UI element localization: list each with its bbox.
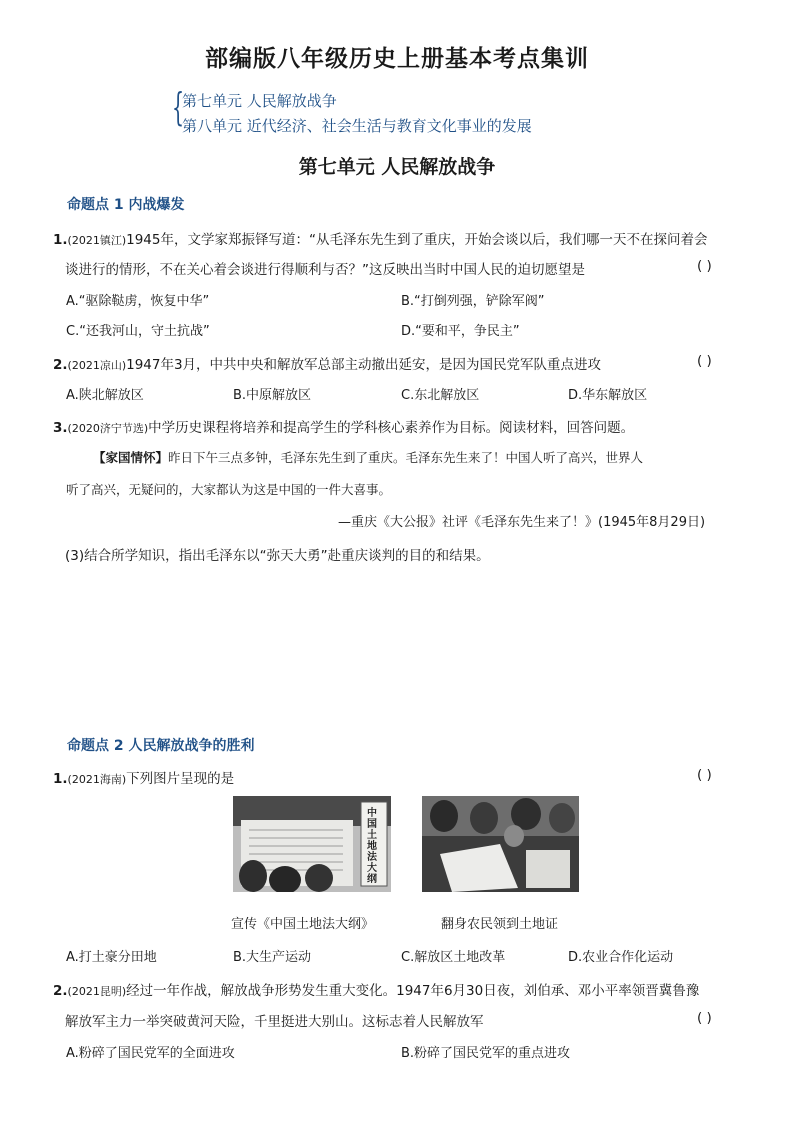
question-number: 2. (53, 983, 68, 999)
question-1 (53, 228, 707, 248)
question-source: (2021凉山) (67, 359, 127, 372)
question-text: 下列图片呈现的是 (126, 771, 235, 787)
caption-2: 翻身农民领到土地证 (441, 917, 559, 932)
option-b[interactable]: B.中原解放区 (233, 388, 312, 403)
question-number: 2. (53, 357, 68, 373)
question-text: 中学历史课程将培养和提高学生的学科核心素养作为目标。阅读材料，回答问题。 (148, 420, 635, 436)
answer-blank[interactable]: ( ) (697, 767, 712, 783)
question-source: (2021镇江) (67, 234, 127, 247)
photo-land-certificates (422, 796, 579, 892)
material-text (93, 448, 643, 466)
page-title: 部编版八年级历史上册基本考点集训 (205, 46, 589, 72)
option-a[interactable]: A.陕北解放区 (66, 388, 144, 403)
option-d[interactable]: D.华东解放区 (568, 388, 648, 403)
question-number: 3. (53, 420, 68, 436)
section-heading-1: 命题点 1 内战爆发 (67, 197, 185, 213)
question-text: 经过一年作战，解放战争形势发生重大变化。1947年6月30日夜，刘伯承、邓小平率领晋冀鲁豫 (126, 983, 700, 999)
sub-question-3: (3)结合所学知识，指出毛泽东以“弥天大勇”赴重庆谈判的目的和结果。 (65, 548, 490, 564)
option-c[interactable]: C.解放区土地改革 (401, 950, 506, 965)
question-source: (2021昆明) (67, 985, 127, 998)
question-5 (53, 979, 699, 999)
question-5-line-2: 解放军主力一举突破黄河天险，千里挺进大别山。这标志着人民解放军 (65, 1014, 484, 1030)
question-text: 1947年3月，中共中央和解放军总部主动撤出延安，是因为国民党军队重点进攻 (126, 357, 602, 373)
answer-blank[interactable]: ( ) (697, 258, 712, 274)
option-b[interactable]: B.“打倒列强，铲除军阀” (401, 294, 545, 309)
toc-brace: { (172, 85, 185, 129)
material-citation: —重庆《大公报》社评《毛泽东先生来了！》(1945年8月29日) (338, 515, 706, 530)
option-a[interactable]: A.“驱除鞑虏，恢复中华” (66, 294, 210, 309)
option-a[interactable]: A.粉碎了国民党军的全面进攻 (66, 1046, 235, 1061)
question-4 (53, 767, 234, 787)
option-c[interactable]: C.东北解放区 (401, 388, 480, 403)
answer-blank[interactable]: ( ) (697, 353, 712, 369)
option-c[interactable]: C.“还我河山，守土抗战” (66, 324, 210, 339)
unit-title: 第七单元 人民解放战争 (298, 156, 496, 178)
option-a[interactable]: A.打土豪分田地 (66, 950, 157, 965)
caption-1: 宣传《中国土地法大纲》 (231, 917, 375, 932)
toc-item-unit8: 第八单元 近代经济、社会生活与教育文化事业的发展 (182, 117, 532, 135)
question-text: 1945年，文学家郑振铎写道：“从毛泽东先生到了重庆，开始会谈以后，我们哪一天不在探问着会 (126, 232, 708, 248)
question-number: 1. (53, 232, 68, 248)
material-line-2: 听了高兴，无疑问的，大家都认为这是中国的一件大喜事。 (66, 482, 392, 497)
question-1-line-2: 谈进行的情形，不在关心着会谈进行得顺利与否？”这反映出当时中国人民的迫切愿望是 (65, 262, 585, 278)
question-source: (2020济宁节选) (67, 422, 149, 435)
question-3 (53, 416, 634, 436)
material-line-1: 昨日下午三点多钟，毛泽东先生到了重庆。毛泽东先生来了！中国人听了高兴，世界人 (168, 450, 644, 465)
photo-land-law-poster (233, 796, 391, 892)
photo-land-certificates-image (422, 796, 579, 892)
option-b[interactable]: B.大生产运动 (233, 950, 312, 965)
answer-blank[interactable]: ( ) (697, 1010, 712, 1026)
material-label: 【家国情怀】 (93, 450, 169, 465)
question-2 (53, 353, 601, 373)
question-source: (2021海南) (67, 773, 127, 786)
poster-title: 中国土地法大纲 (367, 808, 377, 885)
option-b[interactable]: B.粉碎了国民党军的重点进攻 (401, 1046, 571, 1061)
option-d[interactable]: D.“要和平，争民主” (401, 324, 520, 339)
option-d[interactable]: D.农业合作化运动 (568, 950, 674, 965)
toc-item-unit7: 第七单元 人民解放战争 (182, 92, 337, 110)
section-heading-2: 命题点 2 人民解放战争的胜利 (67, 738, 255, 754)
question-number: 1. (53, 771, 68, 787)
